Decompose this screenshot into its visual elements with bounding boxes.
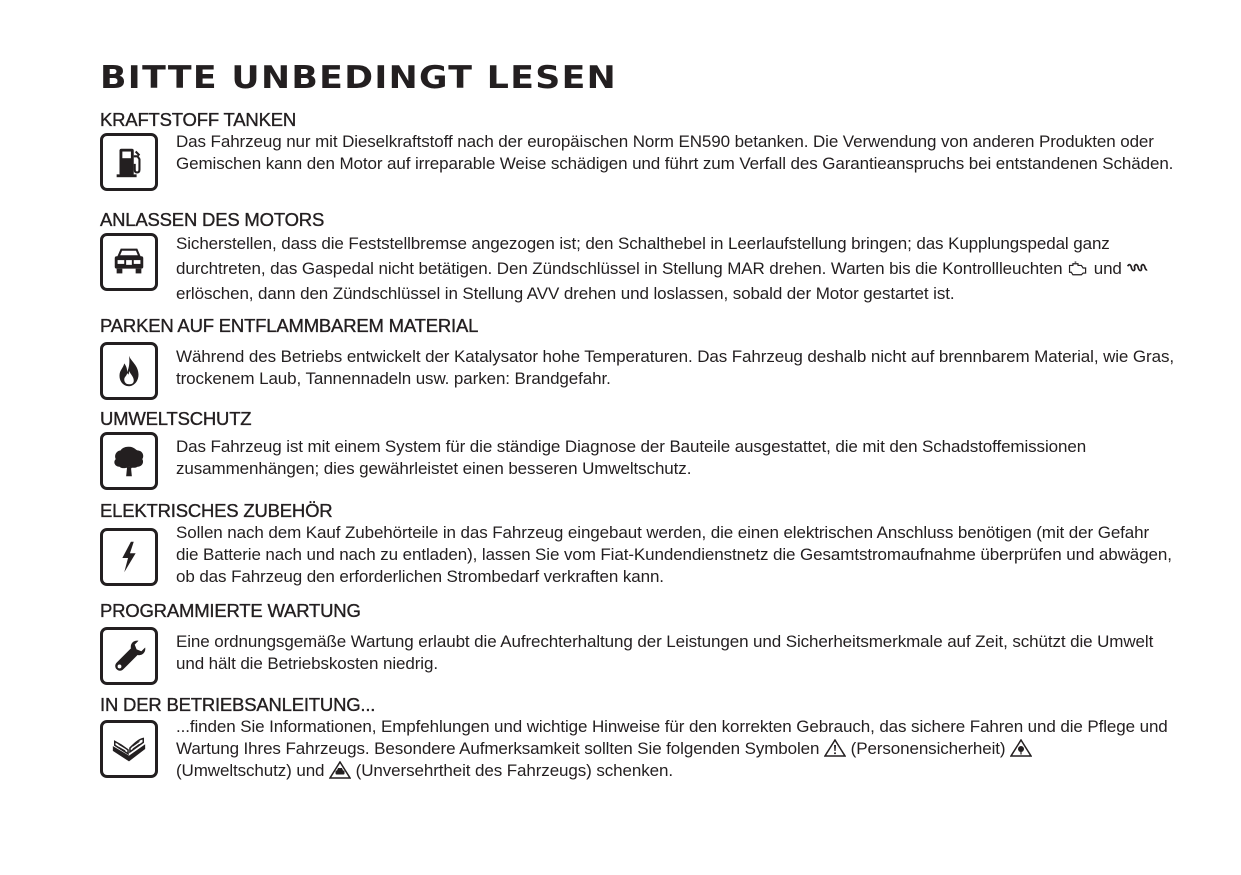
flame-icon <box>100 342 158 400</box>
section-text-part2: (Personensicherheit) <box>850 739 1006 758</box>
section-text <box>176 231 1175 306</box>
glow-plug-icon <box>1126 259 1148 277</box>
section-text-part3: erlöschen, dann den Zündschlüssel in Stellung AVV drehen und loslassen, sobald der Motor gestartet ist. <box>176 284 955 303</box>
section-elektrisches-zubehoer <box>100 500 1175 588</box>
wrench-icon <box>100 627 158 685</box>
section-text: Das Fahrzeug nur mit Dieselkraftstoff nach der europäischen Norm EN590 betanken. Die Verwendung von anderen Produkten oder Gemischen kann den Motor auf irreparable Weise schädigen und führt zum Verfall des Garantieanspruchs bei entstandenen Schäden. <box>176 132 1174 173</box>
car-front-icon <box>100 233 158 291</box>
section-text-part1: Sicherstellen, dass die Feststellbremse angezogen ist; den Schalthebel in Leerlaufstellung bringen; das Kupplungspedal ganz durchtreten, das Gaspedal nicht betätigen. Den Zündschlüssel in Stellung MAR drehen. Warten bis die Kontrollleuchten <box>176 234 1110 278</box>
section-heading: ANLASSEN DES MOTORS <box>100 209 325 230</box>
section-text: Das Fahrzeug ist mit einem System für die ständige Diagnose der Bauteile ausgestattet, die mit den Schadstoffemissionen zusammenhängen; dies gewährleistet einen besseren Umweltschutz. <box>176 437 1087 478</box>
section-text-part4: (Unversehrtheit des Fahrzeugs) schenken. <box>355 761 673 780</box>
section-betriebsanleitung <box>100 694 1175 782</box>
section-heading: PARKEN AUF ENTFLAMMBAREM MATERIAL <box>100 315 479 336</box>
section-parken <box>100 315 1175 390</box>
personal-safety-warning-icon <box>824 739 846 757</box>
section-heading: ELEKTRISCHES ZUBEHÖR <box>100 500 333 521</box>
section-kraftstoff-tanken <box>100 109 1175 175</box>
section-heading: PROGRAMMIERTE WARTUNG <box>100 600 361 621</box>
section-text: Während des Betriebs entwickelt der Katalysator hohe Temperaturen. Das Fahrzeug deshalb nicht auf brennbarem Material, wie Gras, trockenem Laub, Tannennadeln usw. parken: Brandgefahr. <box>176 347 1174 388</box>
section-text-part2: und <box>1093 259 1122 278</box>
section-programmierte-wartung <box>100 600 1175 675</box>
section-text <box>176 716 1175 782</box>
engine-warning-icon <box>1067 259 1089 277</box>
section-heading: KRAFTSTOFF TANKEN <box>100 109 297 130</box>
page-title: BITTE UNBEDINGT LESEN <box>100 60 618 96</box>
lightning-icon <box>100 528 158 586</box>
section-text: Sollen nach dem Kauf Zubehörteile in das Fahrzeug eingebaut werden, die einen elektrischen Anschluss benötigen (mit der Gefahr die Batterie nach und nach zu entladen), lassen Sie vom Fiat-Kundendienstnetz die Gesamtstromaufnahme überprüfen und abwägen, ob das Fahrzeug den erforderlichen Strombedarf verkraften kann. <box>176 523 1172 586</box>
section-heading: IN DER BETRIEBSANLEITUNG... <box>100 694 376 715</box>
section-text-part1: ...finden Sie Informationen, Empfehlungen und wichtige Hinweise für den korrekten Gebrauch, das sichere Fahren und die Pflege und Wartung Ihres Fahrzeugs. Besondere Aufmerksamkeit sollten Sie folgenden Symbolen <box>176 717 1168 758</box>
fuel-pump-icon <box>100 133 158 191</box>
section-anlassen-des-motors <box>100 209 1175 306</box>
tree-icon <box>100 432 158 490</box>
section-text-part3: (Umweltschutz) und <box>176 761 325 780</box>
environment-warning-icon <box>1010 739 1032 757</box>
open-book-icon <box>100 720 158 778</box>
section-umweltschutz <box>100 408 1175 480</box>
section-text: Eine ordnungsgemäße Wartung erlaubt die Aufrechterhaltung der Leistungen und Sicherheitsmerkmale auf Zeit, schützt die Umwelt und hält die Betriebskosten niedrig. <box>176 632 1154 673</box>
vehicle-integrity-warning-icon <box>329 761 351 779</box>
section-heading: UMWELTSCHUTZ <box>100 408 252 429</box>
